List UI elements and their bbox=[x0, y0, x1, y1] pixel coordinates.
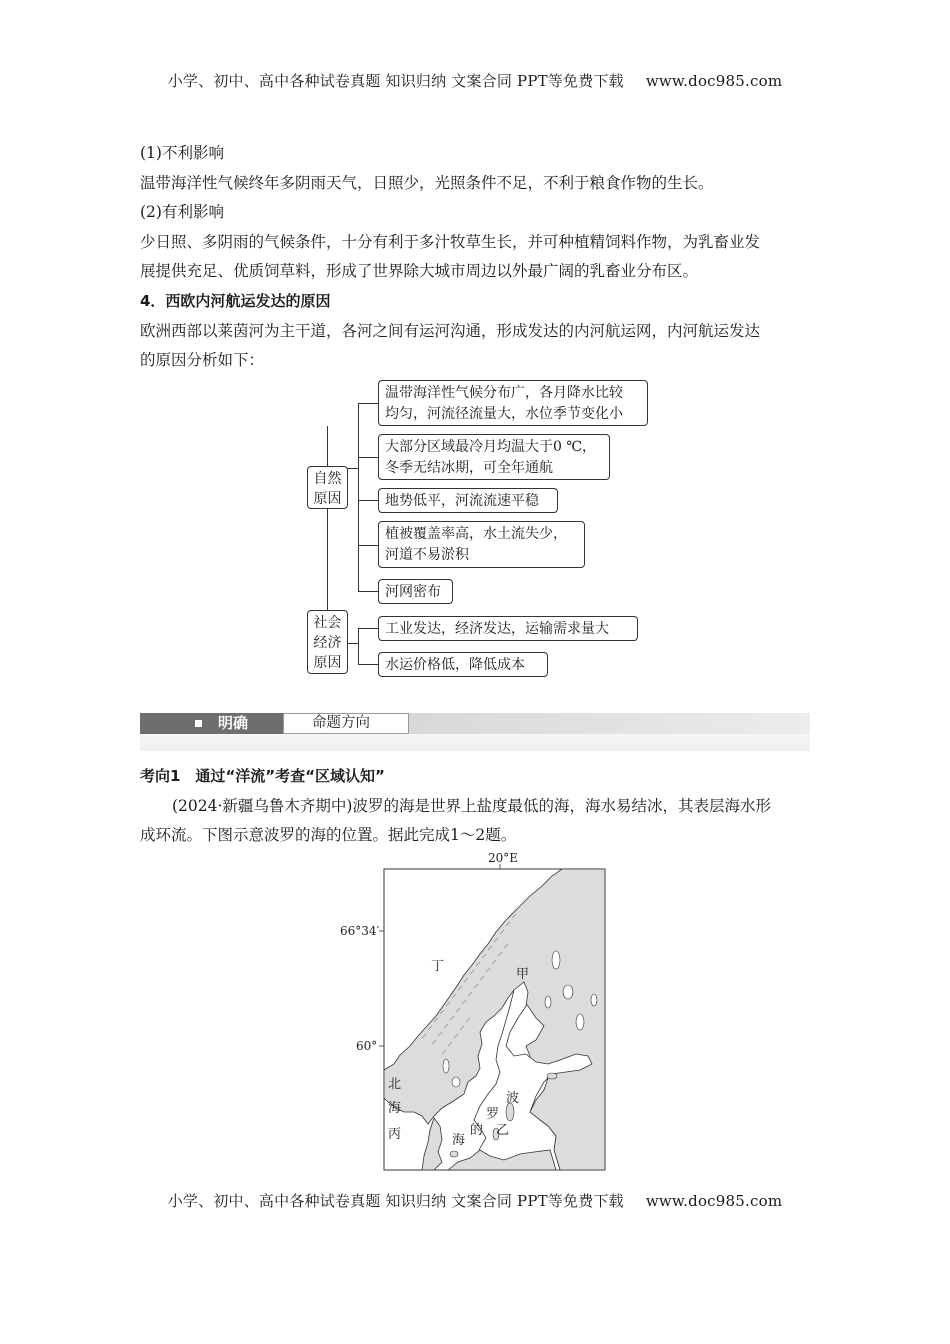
map-lat-label-2: 60° bbox=[356, 1039, 378, 1053]
section2-body-line2: 展提供充足、优质饲草料，形成了世界除大城市周边以外最广阔的乳畜业分布区。 bbox=[140, 262, 699, 280]
natural-label-line2: 原因 bbox=[313, 491, 342, 507]
natural-item-1-line1: 温带海洋性气候分布广，各月降水比较 bbox=[385, 385, 623, 401]
social-item-cost bbox=[378, 652, 548, 677]
label-ding: 丁 bbox=[431, 959, 445, 974]
natural-item-4-line1: 植被覆盖率高，水土流失少， bbox=[385, 526, 567, 542]
question-body-line1: (2024·新疆乌鲁木齐期中)波罗的海是世界上盐度最低的海，海水易结冰，其表层海水形 bbox=[172, 797, 771, 815]
natural-item-2-line1: 大部分区域最冷月均温大于0 ℃， bbox=[385, 439, 597, 455]
social-label-line1: 社会 bbox=[313, 615, 342, 631]
section3-intro-line1: 欧洲西部以莱茵河为主干道，各河之间有运河沟通，形成发达的内河航运网，内河航运发达 bbox=[140, 322, 761, 340]
social-item-2-line1: 水运价格低，降低成本 bbox=[385, 657, 525, 673]
map-lon-label: 20°E bbox=[488, 851, 519, 865]
social-reasons-label bbox=[307, 610, 348, 674]
natural-item-vegetation bbox=[378, 521, 585, 568]
natural-item-4-line2: 河道不易淤积 bbox=[385, 547, 469, 563]
banner-tab-clarify: 明确 bbox=[218, 714, 249, 732]
map-lat-label-1: 66°34′ bbox=[340, 924, 380, 938]
natural-label-line1: 自然 bbox=[313, 471, 342, 487]
natural-item-5-line1: 河网密布 bbox=[385, 584, 441, 600]
baltic-sea-map bbox=[330, 850, 620, 1175]
page-footer bbox=[0, 1190, 950, 1211]
label-luo: 罗 bbox=[486, 1107, 500, 1122]
label-bing: 丙 bbox=[388, 1127, 402, 1142]
label-yi: 乙 bbox=[496, 1123, 510, 1138]
footer-text: 小学、初中、高中各种试卷真题 知识归纳 文案合同 PPT等免费下载 bbox=[167, 1192, 624, 1210]
section1-body: 温带海洋性气候终年多阴雨天气，日照少，光照条件不足，不利于粮食作物的生长。 bbox=[140, 174, 714, 192]
natural-item-climate bbox=[378, 380, 648, 426]
question-body-line2: 成环流。下图示意波罗的海的位置。据此完成1～2题。 bbox=[140, 826, 517, 844]
section3-heading: 4．西欧内河航运发达的原因 bbox=[140, 292, 331, 310]
header-site: www.doc985.com bbox=[645, 72, 783, 90]
label-bo: 波 bbox=[506, 1091, 520, 1106]
footer-site: www.doc985.com bbox=[645, 1192, 783, 1210]
natural-item-1-line2: 均匀，河流径流量大，水位季节变化小 bbox=[385, 406, 623, 422]
natural-item-temperature bbox=[378, 434, 610, 480]
label-hai-north: 海 bbox=[388, 1101, 402, 1116]
section-banner bbox=[140, 711, 810, 751]
natural-item-2-line2: 冬季无结冰期，可全年通航 bbox=[385, 460, 553, 476]
square-bullet-icon bbox=[195, 720, 202, 727]
banner-tab-direction: 命题方向 bbox=[312, 715, 370, 731]
section1-heading: (1)不利影响 bbox=[140, 144, 224, 162]
section2-body-line1: 少日照、多阴雨的气候条件，十分有利于多汁牧草生长，并可种植精饲料作物，为乳畜业发 bbox=[140, 233, 761, 251]
natural-item-3-line1: 地势低平，河流流速平稳 bbox=[385, 493, 539, 509]
question-heading: 考向1 通过“洋流”考查“区域认知” bbox=[140, 767, 385, 785]
page-header bbox=[0, 70, 950, 91]
social-item-1-line1: 工业发达，经济发达，运输需求量大 bbox=[385, 621, 609, 637]
label-jia: 甲 bbox=[516, 967, 530, 982]
section3-intro-line2: 的原因分析如下： bbox=[140, 351, 265, 369]
natural-reasons-label bbox=[307, 466, 348, 509]
social-label-line2: 经济 bbox=[313, 635, 342, 651]
natural-item-terrain bbox=[378, 488, 558, 513]
natural-item-river-network bbox=[378, 579, 453, 604]
social-item-industry bbox=[378, 616, 638, 641]
label-hai-baltic: 海 bbox=[452, 1133, 466, 1148]
section2-heading: (2)有利影响 bbox=[140, 203, 224, 221]
social-label-line3: 原因 bbox=[313, 655, 342, 671]
header-text: 小学、初中、高中各种试卷真题 知识归纳 文案合同 PPT等免费下载 bbox=[167, 72, 624, 90]
label-bei: 北 bbox=[388, 1077, 402, 1092]
label-de: 的 bbox=[470, 1123, 484, 1138]
